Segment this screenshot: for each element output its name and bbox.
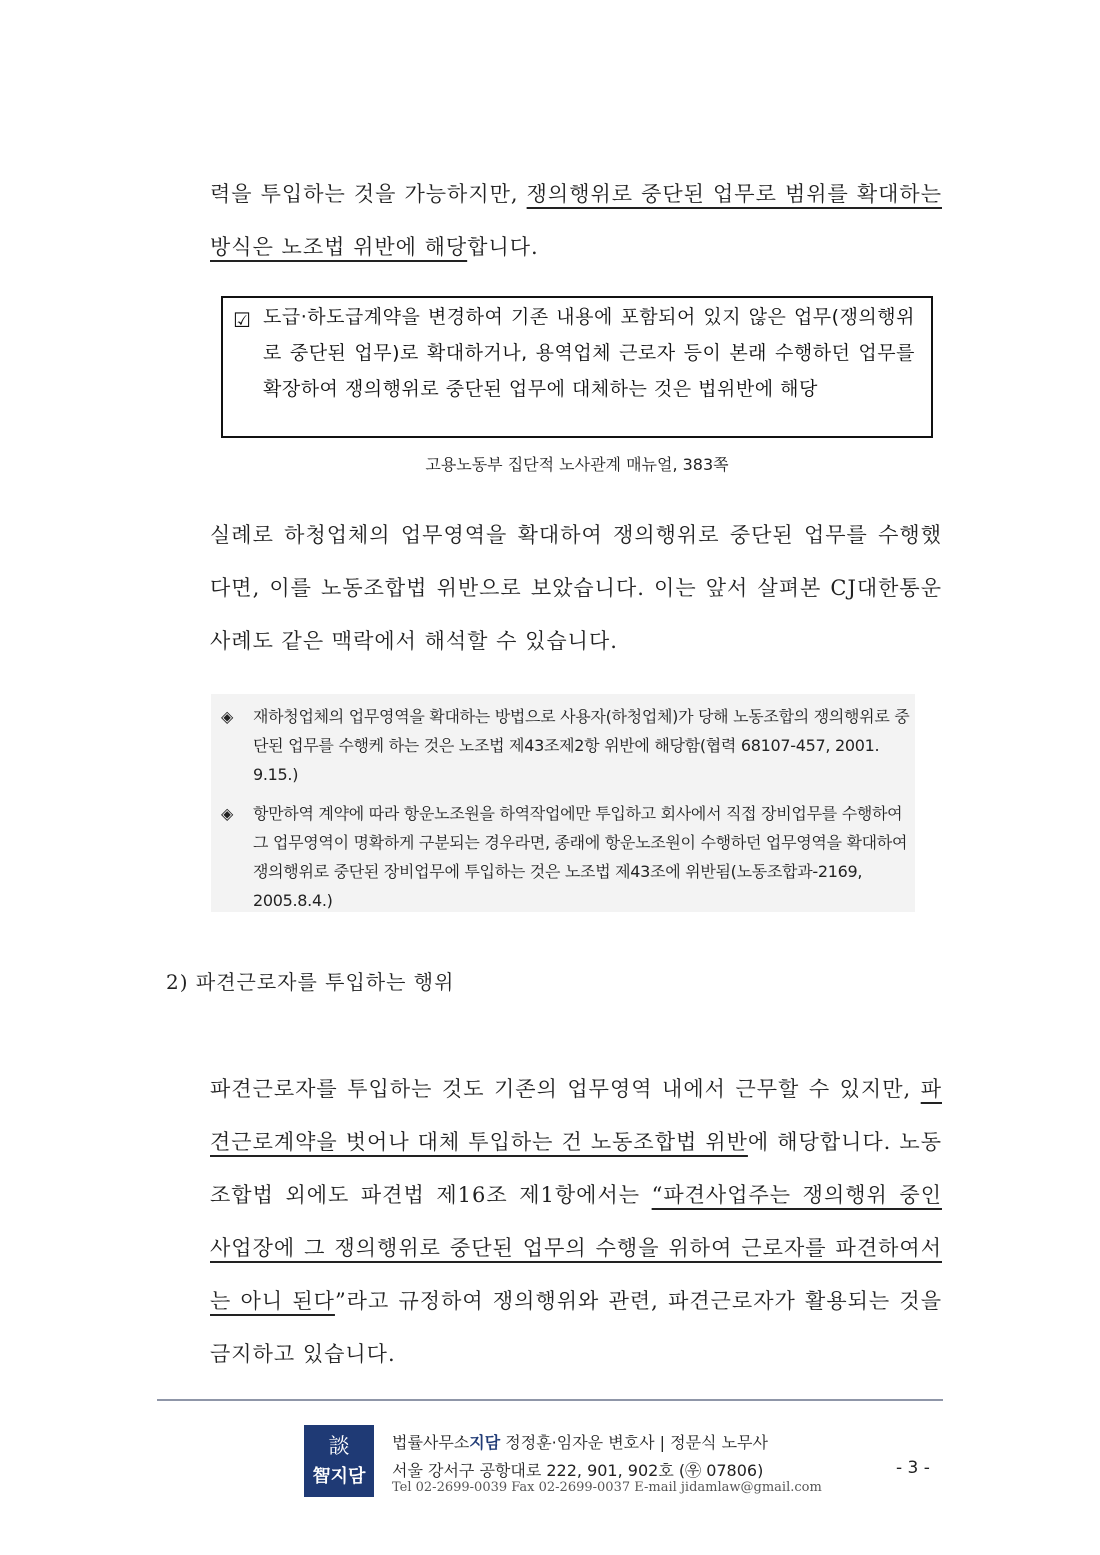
- firm-lawyers: 정정훈·임자운 변호사 | 정문식 노무사: [505, 1433, 768, 1452]
- firm-logo: [304, 1425, 374, 1497]
- firm-prefix: 법률사무소: [392, 1433, 470, 1452]
- cases-box: [211, 694, 915, 912]
- firm-logo-bottom: 智지담: [312, 1466, 366, 1487]
- paragraph-3-c: 에 해당합니다. 노동조합법 외에도 파견법 제16조 제1항에서는: [210, 1130, 942, 1207]
- case-item-text: 항만하역 계약에 따라 항운노조원을 하역작업에만 투입하고 회사에서 직접 장비업무를 수행하여 그 업무영역이 명확하게 구분되는 경우라면, 종래에 항운노조원이 수행하던 업무영역을 확대하여 쟁의행위로 중단된 장비업무에 투입하는 것은 노조법 제43조에 위반됨(노동조합과-2169, 2005.8.4.): [253, 804, 908, 910]
- paragraph-2: 실례로 하청업체의 업무영역을 확대하여 쟁의행위로 중단된 업무를 수행했다면, 이를 노동조합법 위반으로 보았습니다. 이는 앞서 살펴본 CJ대한통운 사례도 같은 맥락에서 해석할 수 있습니다.: [210, 523, 942, 653]
- paragraph-3: [210, 1063, 942, 1381]
- checkbox-icon: ☑: [233, 308, 251, 332]
- case-item-text: 재하청업체의 업무영역을 확대하는 방법으로 사용자(하청업체)가 당해 노동조합의 쟁의행위로 중단된 업무를 수행케 하는 것은 노조법 제43조제2항 위반에 해당함(협력 68107-457, 2001. 9.15.): [253, 707, 910, 784]
- paragraph-3-e: ”라고 규정하여 쟁의행위와 관련, 파견근로자가 활용되는 것을 금지하고 있습니다.: [210, 1289, 942, 1366]
- footer-firm-line: [392, 1430, 768, 1453]
- paragraph-1-underlined: 쟁의행위로 중단된 업무로 범위를 확대하는 방식은 노조법 위반에 해당: [210, 182, 942, 259]
- firm-brand: 지담: [469, 1433, 501, 1452]
- quote-box: [221, 296, 933, 438]
- quote-caption: 고용노동부 집단적 노사관계 매뉴얼, 383쪽: [425, 455, 729, 474]
- paragraph-1-c: 합니다.: [467, 235, 539, 259]
- paragraph-1: [210, 168, 942, 274]
- paragraph-3-a: 파견근로자를 투입하는 것도 기존의 업무영역 내에서 근무할 수 있지만,: [210, 1077, 921, 1101]
- paragraph-1-a: 력을 투입하는 것을 가능하지만,: [210, 182, 527, 206]
- footer-divider: [157, 1399, 943, 1401]
- firm-logo-top: 談: [328, 1434, 350, 1458]
- section-heading: 2) 파견근로자를 투입하는 행위: [166, 970, 455, 994]
- footer-address: 서울 강서구 공항대로 222, 901, 902호 (㉾ 07806): [392, 1461, 764, 1480]
- diamond-bullet-icon: ◈: [221, 707, 234, 726]
- paragraph-3-underlined-2: “파견사업주는 쟁의행위 중인 사업장에 그 쟁의행위로 중단된 업무의 수행을 위하여 근로자를 파견하여서는 아니 된다: [210, 1183, 942, 1313]
- paragraph-3-underlined-1: 파견근로계약을 벗어나 대체 투입하는 건 노동조합법 위반: [210, 1077, 942, 1154]
- quote-box-text: 도급·하도급계약을 변경하여 기존 내용에 포함되어 있지 않은 업무(쟁의행위로 중단된 업무)로 확대하거나, 용역업체 근로자 등이 본래 수행하던 업무를 확장하여 쟁의행위로 중단된 업무에 대체하는 것은 법위반에 해당: [263, 306, 915, 400]
- footer-contact: Tel 02-2699-0039 Fax 02-2699-0037 E-mail jidamlaw@gmail.com: [392, 1480, 822, 1495]
- diamond-bullet-icon: ◈: [221, 804, 234, 823]
- page-number: - 3 -: [896, 1458, 930, 1478]
